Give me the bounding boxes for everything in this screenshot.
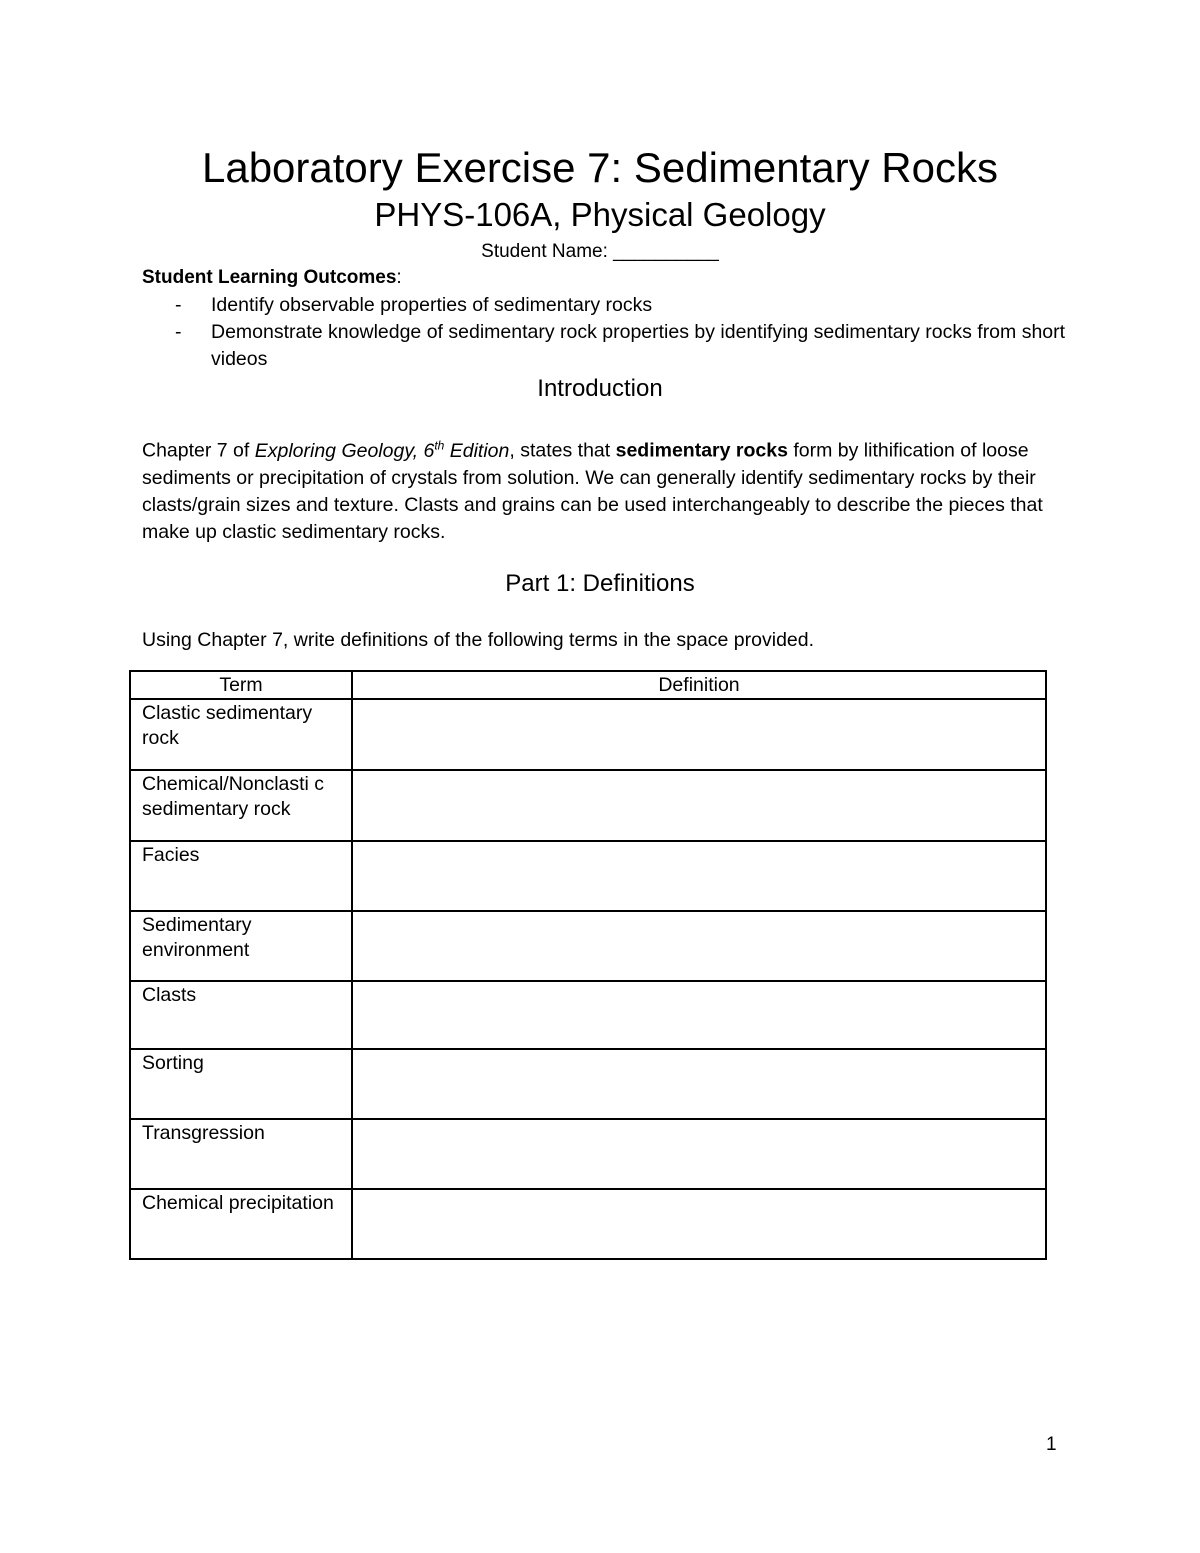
table-row [130,1049,1046,1119]
column-header-definition: Definition [352,671,1046,699]
part1-heading [0,569,1200,599]
column-header-term: Term [130,671,352,699]
intro-text-2: , states that [509,439,616,462]
definition-cell[interactable] [352,1049,1046,1119]
definitions-table [129,670,1047,1260]
intro-text-3: form by lithification of loose sediments or precipitation of crystals from solution. We can generally identify sedimentary rocks by their clasts/grain sizes and texture. Clasts and grains can be used interchangeably to describe the pieces that make up clastic sedimentary rocks. [142,439,1043,543]
slo-item [142,292,1072,319]
slo-item-text: Demonstrate knowledge of sedimentary rock properties by identifying sedimentary rocks from short videos [211,321,1066,370]
definition-cell[interactable] [352,911,1046,981]
slo-heading-colon: : [396,267,402,288]
bold-term: sedimentary rocks [615,439,788,462]
book-edition-superscript: th [434,438,445,452]
course-subtitle: PHYS-106A, Physical Geology [374,196,826,233]
term-cell: Clasts [130,981,352,1049]
table-header-row [130,671,1046,699]
table-row [130,981,1046,1049]
part1-heading-main: Definitions [582,570,695,597]
book-title-text: Exploring Geology, 6 [254,439,435,462]
definition-cell[interactable] [352,841,1046,911]
term-cell: Sedimentary environment [130,911,352,981]
definition-cell[interactable] [352,770,1046,841]
intro-text-1: Chapter 7 of [142,439,255,462]
student-name-field: Student Name: __________ [481,241,719,262]
term-cell: Clastic sedimentary rock [130,699,352,770]
introduction-paragraph [142,432,1062,546]
definition-cell[interactable] [352,1119,1046,1189]
term-cell: Chemical precipitation [130,1189,352,1259]
term-cell: Facies [130,841,352,911]
term-cell: Transgression [130,1119,352,1189]
book-edition-text: Edition [444,439,510,462]
instructions-text: Using Chapter 7, write definitions of the following terms in the space provided. [142,629,815,651]
definition-cell[interactable] [352,699,1046,770]
table-row [130,1189,1046,1259]
table-row [130,770,1046,841]
introduction-heading: Introduction [537,375,663,402]
part1-heading-prefix: Part 1: [505,570,583,597]
slo-item-text: Identify observable properties of sedimentary rocks [211,294,653,316]
page-title: Laboratory Exercise 7: Sedimentary Rocks [201,144,998,191]
page-number: 1 [1046,1434,1057,1455]
table-row [130,841,1046,911]
slo-item [142,319,1072,373]
definition-cell[interactable] [352,1189,1046,1259]
slo-heading [142,266,402,290]
book-title [255,440,510,462]
definition-cell[interactable] [352,981,1046,1049]
table-row [130,911,1046,981]
bullet-dash: - [175,321,182,343]
table-row [130,699,1046,770]
term-cell: Chemical/Nonclasti c sedimentary rock [130,770,352,841]
table-row [130,1119,1046,1189]
slo-heading-label: Student Learning Outcomes [142,267,397,288]
bullet-dash: - [175,294,182,316]
slo-list [142,292,1072,373]
term-cell: Sorting [130,1049,352,1119]
